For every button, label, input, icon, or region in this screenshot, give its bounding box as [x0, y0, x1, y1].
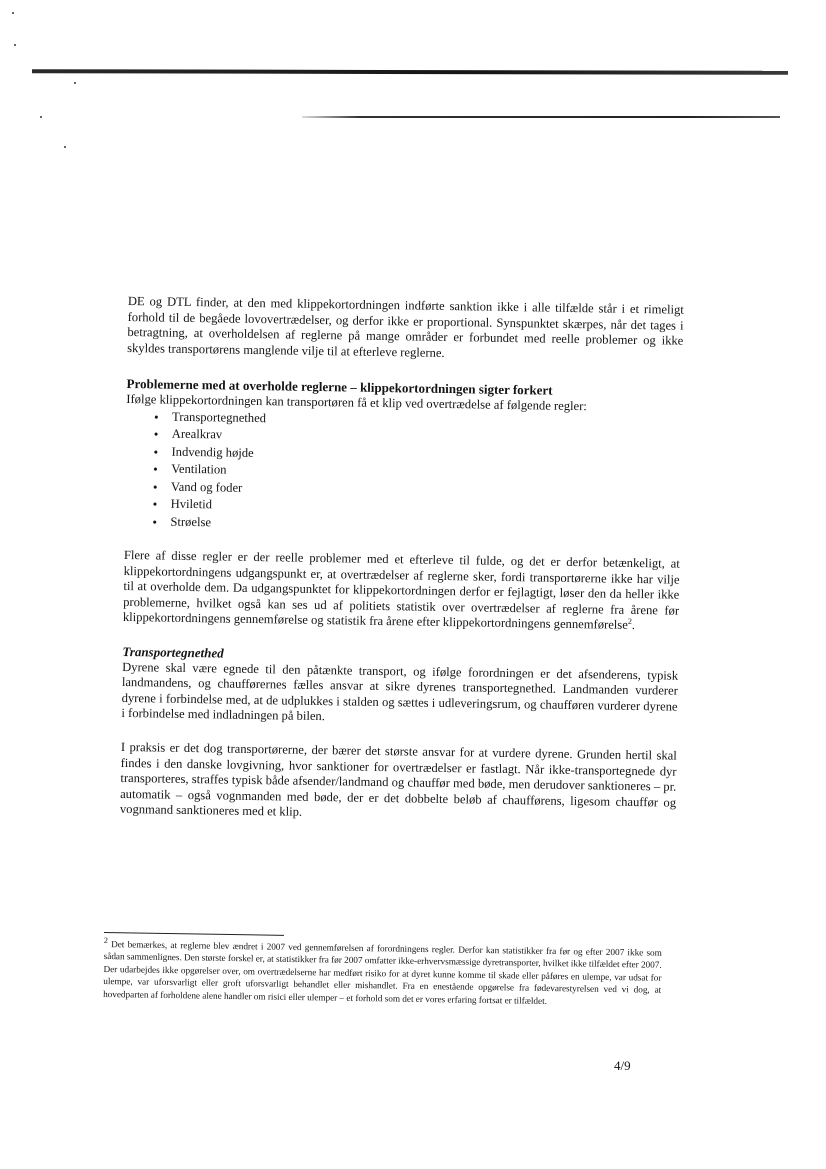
scan-speck — [14, 44, 16, 46]
footnote — [103, 935, 662, 1009]
problems-text: Flere af disse regler er der reelle problemer med et efterleve til fulde, og det er derfor betænkeligt, at klippekortordningens udgangspunkt er, at overtrædelser af reglerne sker, fordi transportørerne ikke har vilje til at overholde dem. Da udgangspunktet for klippekortordningen derfor er fejlagtigt, løser den da heller ikke problemerne, hvilket også kan ses ud af politiets statistik over overtrædelser af reglerne fra årene før klippekortordningens gennemførelse og statistik fra årene efter klippekortordningens gennemførelse — [122, 548, 680, 633]
footnote-number: 2 — [103, 935, 109, 945]
footnote-text: Det bemærkes, at reglerne blev ændret i 2007 ved gennemførelsen af forordningens regler. Derfor kan statistikker fra før og efter 2007 ikke som sådan sammenlignes. Den største forskel er, at statistikker fra før 2007 omfatter ikke-erhvervsmæssige dyretransporter, hvilket ikke tilfældet efter 2007. Der udarbejdes ikke opgørelser over, om overtrædelserne har medført risiko for at dyret kunne komme til skade eller påføres en ulempe, var udsat for ulempe, var uforsvarligt eller groft uforsvarligt behandlet eller mishandlet. Fra en enestående opgørelse fra fødevarestyrelsen ved vi dog, at hovedparten af forholdene alene handler om risici eller ulemper – et forhold som det er vores erfaring fortsat er tilfældet. — [103, 939, 662, 1006]
section-lead: Ifølge klippekortordningen kan transportøren få et klip ved overtrædelse af følgende regler: — [126, 391, 587, 414]
transport-paragraph-2: I praksis er det dog transportørerne, der bærer det største ansvar for at vurdere dyrene. Grunden hertil skal findes i den danske lovgivning, hvor sanktioner for overtrædelser er fastlagt. Når ikke-transportegnede dyr transporteres, straffes typisk både afsender/landmand og chauffør med bøde, men derudover sanktioneres – pr. automatik – også vognmanden med bøde, der er det dobbelte beløb af chaufførens, ligesom chauffør og vognmand sanktioneres med et klip. — [119, 739, 677, 820]
subheading-transportegnethed: Transportegnethed — [122, 643, 224, 661]
list-item: • Transportegnethed — [154, 408, 682, 434]
problems-paragraph — [123, 548, 680, 635]
list-item: • Arealkrav — [154, 425, 682, 451]
transport-paragraph-1: Dyrene skal være egnede til den påtænkte transport, og ifølge forordningen er det afsenderens, typisk landmandens, og chaufførernes fælles ansvar at sikre dyrenes transportegnethed. Landmanden vurderer dyrene i forbindelse med, at de udplukkes i stalden og sættes i udleveringsrum, og chaufføren vurderer dyrene i forbindelse med indladningen på bilen. — [121, 659, 679, 724]
second-horizontal-rule — [302, 116, 780, 118]
scan-speck — [40, 116, 42, 118]
scan-speck — [64, 146, 66, 148]
section-heading: Problemerne med at overholde reglerne – klippekortordningen sigter forkert — [126, 376, 553, 399]
footnote-separator — [104, 932, 284, 936]
page-number: 4/9 — [614, 1058, 631, 1073]
list-item: • Hviletid — [153, 495, 681, 521]
list-item: • Strøelse — [152, 513, 680, 539]
list-item: • Vand og foder — [153, 478, 681, 504]
list-item: • Ventilation — [153, 460, 681, 486]
list-item: • Indvendig højde — [153, 443, 681, 469]
scan-speck — [74, 82, 76, 84]
footnote-reference: 2 — [627, 617, 632, 627]
sentence-period: . — [631, 618, 636, 633]
document-body — [120, 294, 684, 827]
top-horizontal-rule — [32, 69, 788, 75]
intro-paragraph: DE og DTL finder, at den med klippekortordningen indførte sanktion ikke i alle tilfælde står i et rimeligt forhold til de begåede lovovertrædelser, og derfor ikke er proportional. Synspunktet skærpes, når det tages i betragtning, at overholdelsen af reglerne på mange områder er forbundet med reelle problemer og ikke skyldes transportørens manglende vilje til at efterleve reglerne. — [127, 294, 684, 360]
scan-speck — [12, 12, 14, 14]
rules-list — [124, 408, 682, 539]
